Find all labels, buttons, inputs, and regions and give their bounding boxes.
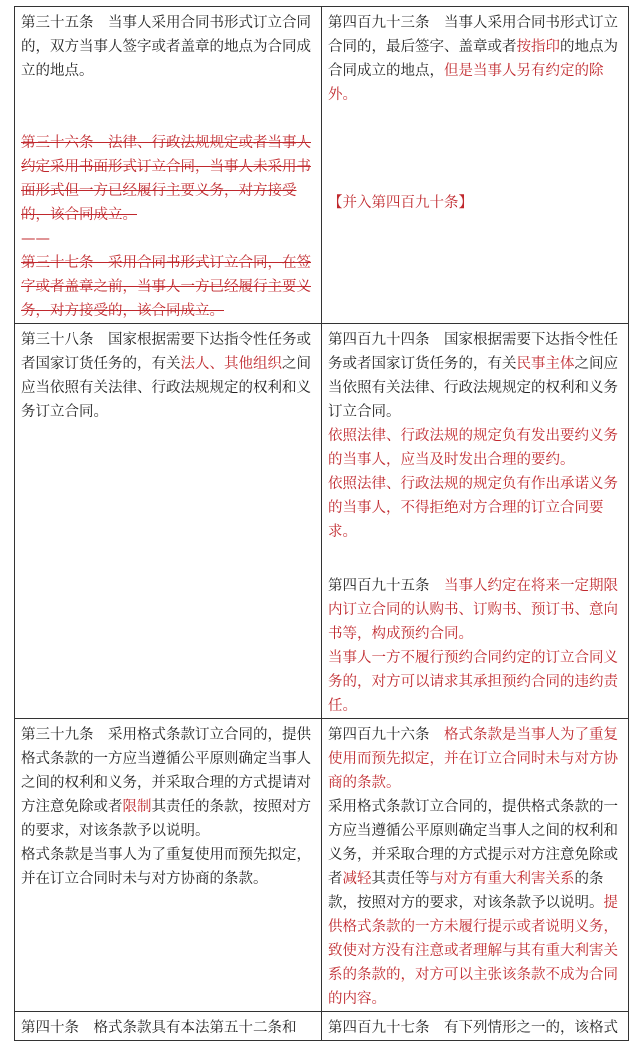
new-law-cell bbox=[322, 7, 629, 324]
article-495-para-2: 当事人一方不履行预约合同约定的订立合同义务的，对方可以请求其承担预约合同的违约责任。 bbox=[328, 650, 618, 714]
text-run: 第三十九条 采用格式条款订立合同的，提供格式条款的一方应当遵循公平原则确定当事人之间的权利和义务，并采取合理的方式提请对方注意免除或者 bbox=[21, 727, 311, 815]
text-run: 的条款，按照对方的要求，对该条款予以说明。 bbox=[328, 871, 604, 911]
article-37-deleted: 第三十七条 采用合同书形式订立合同，在签字或者盖章之前，当事人一方已经履行主要义务，对方接受的，该合同成立。 bbox=[21, 255, 311, 319]
article-493 bbox=[328, 11, 622, 107]
old-law-cell bbox=[15, 1012, 322, 1041]
article-496 bbox=[328, 723, 622, 795]
article-39 bbox=[21, 723, 315, 843]
text-run: 的地点为合同成立的地点， bbox=[328, 39, 618, 79]
article-38 bbox=[21, 328, 315, 424]
text-run: 第四百九十四条 国家根据需要下达指令性任务或者国家订货任务的，有关 bbox=[328, 332, 618, 372]
table-row bbox=[15, 7, 629, 324]
text-run: 按指印 bbox=[516, 39, 560, 55]
text-run: 其责任等 bbox=[371, 871, 430, 887]
new-law-cell bbox=[322, 324, 629, 719]
comparison-table bbox=[14, 6, 629, 1041]
new-law-cell bbox=[322, 1012, 629, 1041]
new-law-cell bbox=[322, 719, 629, 1012]
article-494-para-2: 依照法律、行政法规的规定负有发出要约义务的当事人，应当及时发出合理的要约。 bbox=[328, 428, 618, 468]
text-run: 与对方有重大利害关系 bbox=[429, 871, 575, 887]
table-row bbox=[15, 1012, 629, 1041]
text-run: 之间应当依照有关法律、行政法规规定的权利和义务订立合同。 bbox=[328, 356, 618, 420]
article-36-deleted: 第三十六条 法律、行政法规规定或者当事人约定采用书面形式订立合同，当事人未采用书面形式但一方已经履行主要义务，对方接受的，该合同成立。 bbox=[21, 135, 311, 223]
text-run: 第三十八条 国家根据需要下达指令性任务或者国家订货任务的，有关 bbox=[21, 332, 311, 372]
article-494 bbox=[328, 328, 622, 424]
article-496-para-2 bbox=[328, 795, 622, 1011]
separator: —— bbox=[21, 231, 50, 247]
table-row bbox=[15, 324, 629, 719]
merge-note: 【并入第四百九十条】 bbox=[328, 195, 473, 211]
article-495 bbox=[328, 574, 622, 646]
text-run: 当事人约定在将来一定期限内订立合同的认购书、订购书、预订书、意向书等，构成预约合同。 bbox=[328, 578, 618, 642]
article-35: 第三十五条 当事人采用合同书形式订立合同的，双方当事人签字或者盖章的地点为合同成立的地点。 bbox=[21, 15, 311, 79]
old-law-cell bbox=[15, 719, 322, 1012]
old-law-cell bbox=[15, 7, 322, 324]
text-run: 采用格式条款订立合同的，提供格式条款的一方应当遵循公平原则确定当事人之间的权利和义务，并采取合理的方式提示对方注意免除或者 bbox=[328, 799, 618, 887]
old-law-cell bbox=[15, 324, 322, 719]
table-row bbox=[15, 719, 629, 1012]
text-run: 第四百九十五条 bbox=[328, 578, 444, 594]
text-run: 法人、其他组织 bbox=[180, 356, 282, 372]
article-40: 第四十条 格式条款具有本法第五十二条和 bbox=[21, 1020, 297, 1036]
article-494-para-3: 依照法律、行政法规的规定负有作出承诺义务的当事人，不得拒绝对方合理的订立合同要求。 bbox=[328, 476, 618, 540]
article-497: 第四百九十七条 有下列情形之一的，该格式 bbox=[328, 1020, 618, 1036]
text-run: 民事主体 bbox=[516, 356, 575, 372]
text-run: 提供格式条款的一方未履行提示或者说明义务，致使对方没有注意或者理解与其有重大利害关系的条款的，对方可以主张该条款不成为合同的内容。 bbox=[328, 895, 618, 1007]
text-run: 减轻 bbox=[342, 871, 372, 887]
text-run: 第四百九十六条 bbox=[328, 727, 444, 743]
text-run: 之间应当依照有关法律、行政法规规定的权利和义务订立合同。 bbox=[21, 356, 311, 420]
text-run: 格式条款是当事人为了重复使用而预先拟定，并在订立合同时未与对方协商的条款。 bbox=[328, 727, 618, 791]
text-run: 但是当事人另有约定的除外。 bbox=[328, 63, 604, 103]
text-run: 第四百九十三条 当事人采用合同书形式订立合同的，最后签字、盖章或者 bbox=[328, 15, 618, 55]
article-39-para-2: 格式条款是当事人为了重复使用而预先拟定，并在订立合同时未与对方协商的条款。 bbox=[21, 847, 311, 887]
text-run: 限制 bbox=[122, 799, 152, 815]
text-run: 其责任的条款，按照对方的要求，对该条款予以说明。 bbox=[21, 799, 311, 839]
